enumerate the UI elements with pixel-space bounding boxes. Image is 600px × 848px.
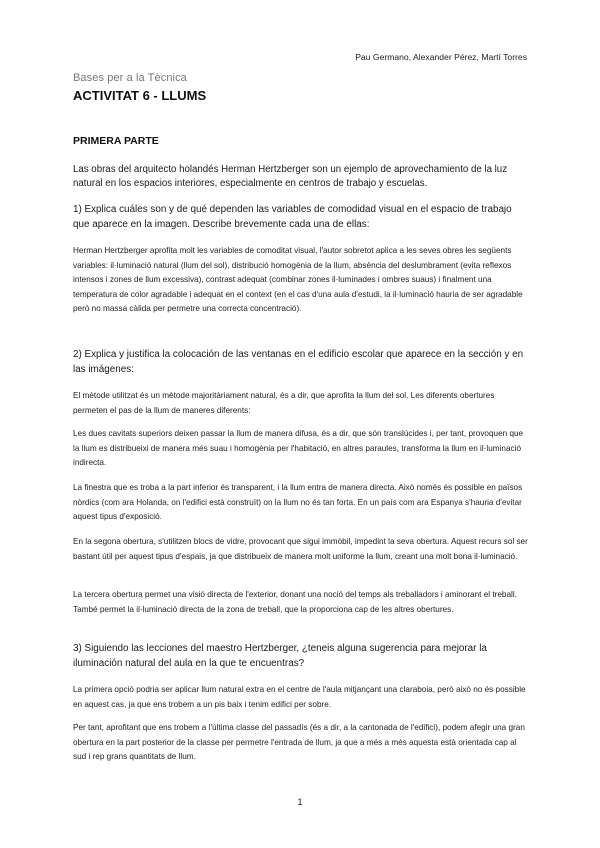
- answer-2-paragraph: El mètode utilitzat és un mètode majoritàriament natural, és a dir, que aprofita la llum del sol. Les diferents obertures permeten el pas de la llum de maneres diferents:: [73, 391, 495, 415]
- answer-3-paragraph: Per tant, aprofitant que ens trobem a l'última classe del passadís (és a dir, a la cantonada de l'edifici), podem afegir una gran obertura en la part posterior de la classe per permetre l'entrada de llum, ja que a més a més aquesta està orientada cap al sud i rep grans quantitats de llum.: [73, 723, 525, 761]
- answer-2-paragraph: En la segona obertura, s'utilitzen blocs de vidre, provocant que sigui immòbil, impedint la seva obertura. Aquest recurs sol ser bastant útil per aquest tipus d'espais, ja que distribueix de manera molt uniforme la llum, creant una molt bona il·luminació.: [73, 537, 528, 561]
- activity-title: ACTIVITAT 6 - LLUMS: [73, 88, 207, 103]
- answer-2-paragraph: Les dues cavitats superiors deixen passar la llum de manera difusa, és a dir, que són translúcides i, per tant, provoquen que la llum es distribueixi de manera més suau i homogènia per l'habitació, en altres paraules, transforma la llum en il·luminació indirecta.: [73, 429, 524, 467]
- question-2: 2) Explica y justifica la colocación de las ventanas en el edificio escolar que aparece en la sección y en las imágenes:: [73, 349, 524, 375]
- course-subtitle: Bases per a la Tècnica: [73, 72, 187, 84]
- answer-2-paragraph: La finestra que es troba a la part inferior és transparent, i la llum entra de manera directa. Això només és possible en països nòrdics (com ara Holanda, on l'edifici està construït) on la llum no és tan forta. En un país com ara Espanya s'hauria d'evitar aquest tipus d'exposició.: [73, 483, 523, 521]
- section-title: PRIMERA PARTE: [73, 135, 159, 147]
- answer-3-paragraph: La primera opció podria ser aplicar llum natural extra en el centre de l'aula mitjançant una claraboia, però això no és possible en aquest cas, ja que ens trobem a un pis baix i tenim edifici per sobre.: [73, 685, 526, 709]
- answer-1: Herman Hertzberger aprofita molt les variables de comoditat visual, l'autor sobretot aplica a les seves obres les següents variables: il·luminació natural (llum del sol), distribució homogènia de la llum, absència del deslumbrament (evita reflexos intensos i zones de llum excessiva), contrast adequat (combinar zones il·luminades i ombres suaus) i finalment una temperatura de color agradable i adequat en el context (en el cas d'una aula d'estudi, la il·luminació hauria de ser agradable però no massa càlida per permetre una correcta concentració).: [73, 246, 523, 313]
- intro-paragraph: Las obras del arquitecto holandés Herman Hertzberger son un ejemplo de aprovechamiento de la luz natural en los espacios interiores, especialmente en centros de trabajo y escuelas.: [73, 164, 508, 190]
- question-1: 1) Explica cuáles son y de qué dependen las variables de comodidad visual en el espacio de trabajo que aparece en la imagen. Describe brevemente cada una de ellas:: [73, 204, 512, 230]
- answer-2-paragraph: La tercera obertura permet una visió directa de l'exterior, donant una noció del temps als treballadors i aminorant el treball. També permet la il·luminació directa de la zona de treball, que la proporciona cap de les altres obertures.: [73, 590, 517, 614]
- question-3: 3) Siguiendo las lecciones del maestro Hertzberger, ¿teneis alguna sugerencia para mejorar la iluminación natural del aula en la que te encuentras?: [73, 643, 487, 669]
- authors-line: Pau Germano, Alexander Pérez, Martí Torres: [355, 52, 527, 62]
- page-number: 1: [297, 797, 303, 807]
